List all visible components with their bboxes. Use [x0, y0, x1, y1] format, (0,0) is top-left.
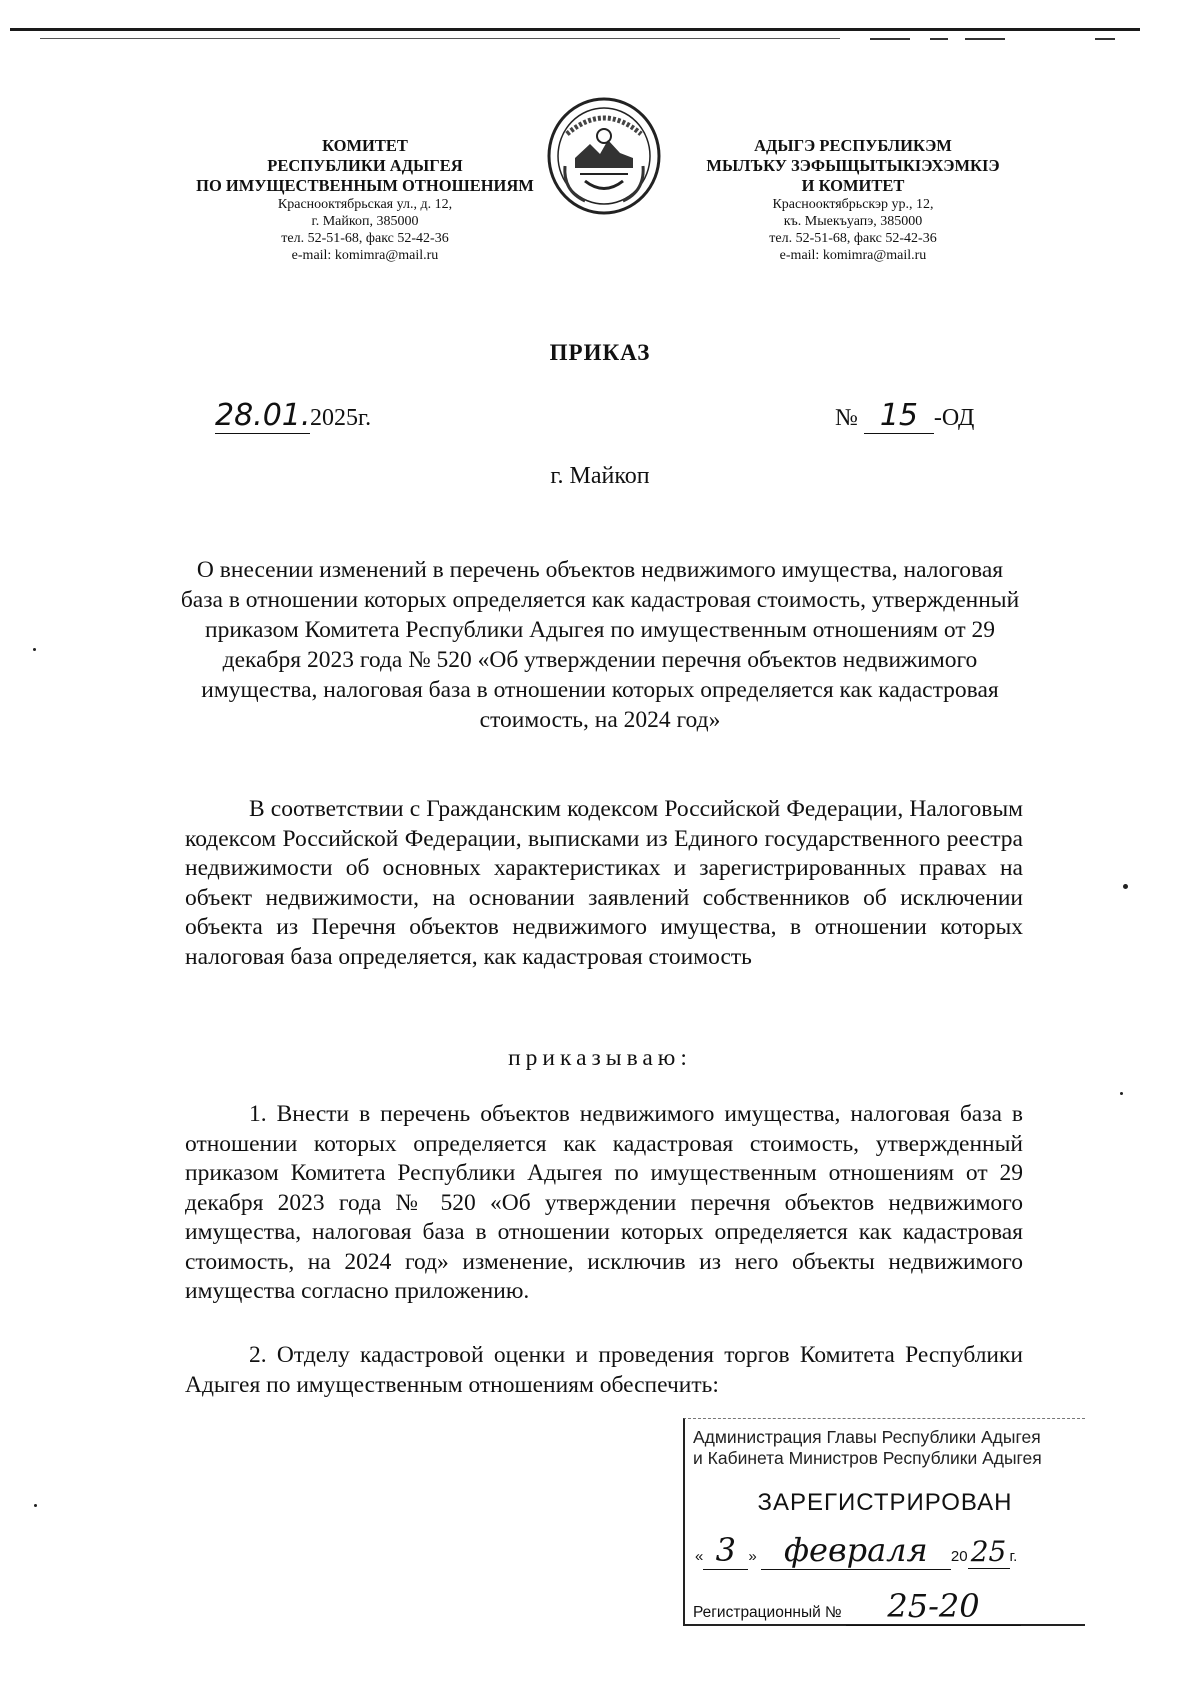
scan-speck — [1120, 1092, 1123, 1095]
scan-dash — [870, 38, 910, 40]
handwritten-number: 15 — [864, 398, 934, 434]
phone-line: тел. 52-51-68, факс 52-42-36 — [281, 231, 449, 246]
stamp-org — [693, 1427, 1085, 1469]
order-date — [215, 398, 371, 434]
city-name: г. Майкоп — [550, 463, 650, 489]
org-name-line: АДЫГЭ РЕСПУБЛИКЭМ — [754, 136, 952, 155]
stamp-date — [695, 1531, 1085, 1570]
item-2-text: 2. Отделу кадастровой оценки и проведения торгов Комитета Республики Адыгея по имущественным отношениям обеспечить: — [185, 1342, 1023, 1398]
address-line: Краснооктябрьскэр ур., 12, — [772, 197, 934, 212]
quote-close: » — [748, 1548, 757, 1565]
address-line: Краснооктябрьская ул., д. 12, — [277, 197, 453, 212]
org-name-line: И КОМИТЕТ — [801, 176, 905, 195]
header-right-block — [668, 136, 1038, 264]
order-verb: приказываю: — [508, 1045, 692, 1071]
stamp-month: февраля — [761, 1531, 951, 1570]
scan-speck — [33, 648, 36, 651]
item-1-paragraph — [185, 1100, 1023, 1307]
address-line: г. Майкоп, 385000 — [311, 214, 419, 229]
scan-dash — [930, 38, 948, 40]
scan-dash — [965, 38, 1005, 40]
top-border-line — [10, 28, 1140, 31]
address-line: къ. Мыекъуапэ, 385000 — [783, 214, 923, 229]
org-name-line: КОМИТЕТ — [322, 136, 408, 155]
order-number — [835, 398, 974, 434]
handwritten-date: 28.01. — [215, 398, 311, 433]
item-1-text: 1. Внести в перечень объектов недвижимого имущества, налоговая база в отношении которых определяется как кадастровая стоимость, утвержденный приказом Комитета Республики Адыгея по имущественным отношениям от 29 декабря 2023 года № 520 «Об утверждении перечня объектов недвижимого имущества, налоговая база в отношении которых определяется как кадастровая стоимость, на 2024 год» изменение, исключив из него объекты недвижимого имущества согласно приложению. — [185, 1101, 1023, 1304]
header-left-block — [150, 136, 580, 264]
stamp-year: 25 — [968, 1535, 1010, 1569]
org-name-line: РЕСПУБЛИКИ АДЫГЕЯ — [267, 156, 463, 175]
email-line: e-mail: komimra@mail.ru — [779, 248, 927, 263]
top-border-line-thin — [40, 38, 840, 39]
document-title: ПРИКАЗ — [549, 340, 651, 365]
quote-open: « — [695, 1548, 704, 1565]
number-sign: № — [835, 405, 858, 431]
reg-label: Регистрационный № — [693, 1604, 842, 1621]
scan-speck — [1123, 884, 1128, 889]
stamp-year-suffix: г. — [1009, 1548, 1018, 1565]
order-year: 2025г. — [310, 405, 372, 431]
order-subject: О внесении изменений в перечень объектов недвижимого имущества, налоговая база в отношении которых определяется как кадастровая стоимость, утвержденный приказом Комитета Республики Адыгея по имущественным отношениям от 29 декабря 2023 года № 520 «Об утверждении перечня объектов недвижимого имущества, налоговая база в отношении которых определяется как кадастровая стоимость, на 2024 год» — [180, 557, 1020, 733]
stamp-org-line: и Кабинета Министров Республики Адыгея — [693, 1448, 1042, 1468]
phone-line: тел. 52-51-68, факс 52-42-36 — [769, 231, 937, 246]
preamble-text: В соответствии с Гражданским кодексом Российской Федерации, Налоговым кодексом Российской Федерации, выписками из Единого государственного реестра недвижимости об основных характеристиках и зарегистрированных правах на объект недвижимости, на основании заявлений собственников об исключении объекта из Перечня объектов недвижимого имущества, в отношении которых налоговая база определяется, как кадастровая стоимость — [185, 796, 1023, 970]
stamp-day: 3 — [703, 1531, 748, 1570]
stamp-reg-number — [693, 1587, 1085, 1626]
email-line: e-mail: komimra@mail.ru — [291, 248, 439, 263]
scan-dash — [1095, 38, 1115, 40]
scan-speck — [34, 1504, 37, 1507]
number-suffix: -ОД — [933, 405, 975, 431]
stamp-org-line: Администрация Главы Республики Адыгея — [693, 1427, 1041, 1447]
coat-of-arms-icon — [545, 96, 663, 216]
stamp-year-prefix: 20 — [950, 1548, 968, 1565]
reg-number-value: 25-20 — [846, 1587, 1021, 1626]
item-2-paragraph — [185, 1341, 1023, 1400]
org-name-line: МЫЛЪКУ ЗЭФЫЩЫТЫКIЭХЭМКIЭ — [706, 156, 1000, 175]
stamp-status: ЗАРЕГИСТРИРОВАН — [757, 1489, 1013, 1516]
preamble-paragraph — [185, 795, 1023, 972]
org-name-line: ПО ИМУЩЕСТВЕННЫМ ОТНОШЕНИЯМ — [196, 176, 534, 195]
registration-stamp — [683, 1418, 1085, 1626]
